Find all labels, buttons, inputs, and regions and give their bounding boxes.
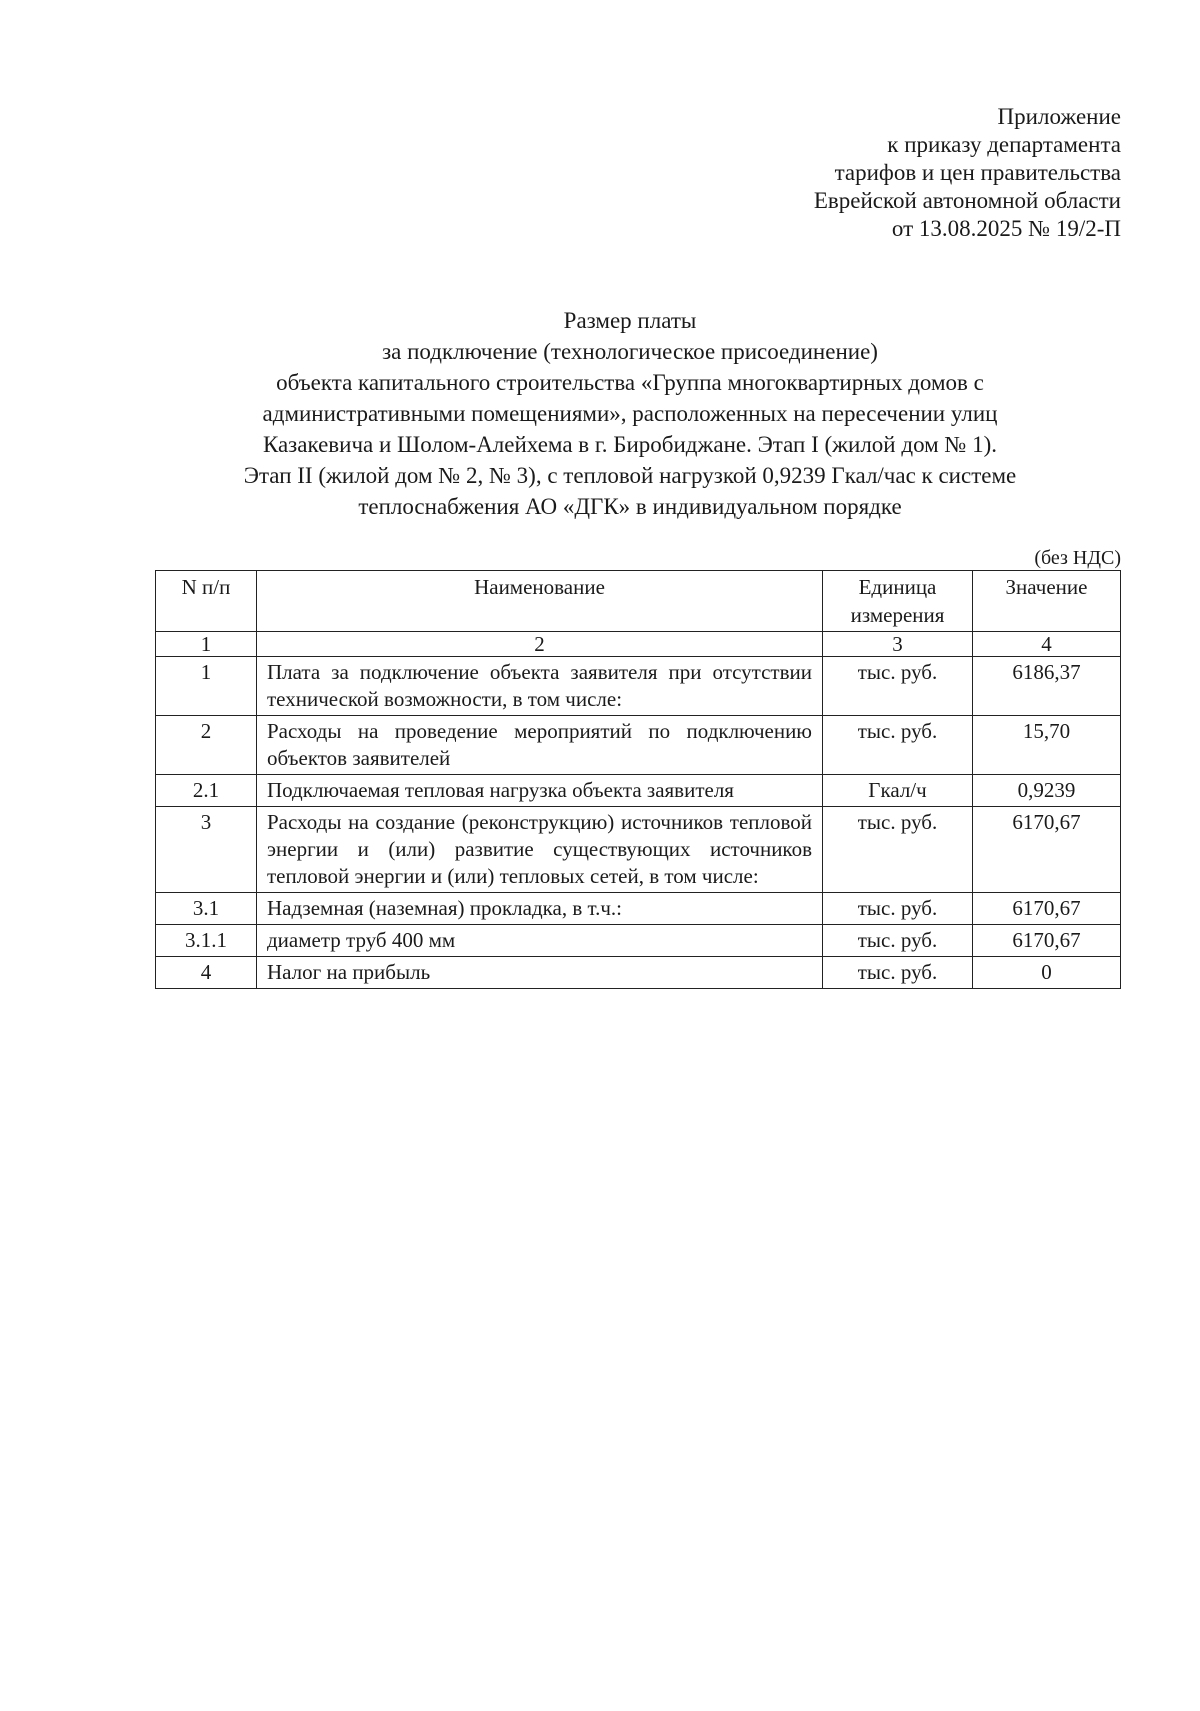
row-name: Налог на прибыль bbox=[257, 957, 823, 989]
row-value: 15,70 bbox=[973, 716, 1121, 775]
header-unit: Единица измерения bbox=[823, 571, 973, 632]
header-name: Наименование bbox=[257, 571, 823, 632]
row-unit: тыс. руб. bbox=[823, 957, 973, 989]
row-unit: Гкал/ч bbox=[823, 775, 973, 807]
header-num: N п/п bbox=[156, 571, 257, 632]
column-number: 1 bbox=[156, 632, 257, 657]
fee-table bbox=[155, 570, 1121, 989]
title-line: административными помещениями», расположенных на пересечении улиц bbox=[262, 401, 998, 426]
row-unit: тыс. руб. bbox=[823, 893, 973, 925]
appendix-line: Приложение bbox=[997, 104, 1121, 129]
column-number: 3 bbox=[823, 632, 973, 657]
row-name: Подключаемая тепловая нагрузка объекта заявителя bbox=[257, 775, 823, 807]
title-line: Размер платы bbox=[563, 308, 697, 333]
title-line: Казакевича и Шолом-Алейхема в г. Биробиджане. Этап I (жилой дом № 1). bbox=[262, 432, 998, 457]
table-row bbox=[156, 775, 1121, 807]
title-line: объекта капитального строительства «Группа многоквартирных домов с bbox=[276, 370, 984, 395]
row-value: 6170,67 bbox=[973, 893, 1121, 925]
row-num: 3 bbox=[156, 807, 257, 893]
row-num: 3.1.1 bbox=[156, 925, 257, 957]
row-num: 2.1 bbox=[156, 775, 257, 807]
table-row bbox=[156, 657, 1121, 716]
row-unit: тыс. руб. bbox=[823, 925, 973, 957]
title-line: теплоснабжения АО «ДГК» в индивидуальном порядке bbox=[358, 494, 902, 519]
row-value: 0,9239 bbox=[973, 775, 1121, 807]
row-name: Расходы на создание (реконструкцию) источников тепловой энергии и (или) развитие существующих источников тепловой энергии и (или) тепловых сетей, в том числе: bbox=[257, 807, 823, 893]
table-row bbox=[156, 807, 1121, 893]
appendix-header bbox=[814, 103, 1121, 243]
row-value: 6170,67 bbox=[973, 807, 1121, 893]
table-row bbox=[156, 925, 1121, 957]
row-value: 6186,37 bbox=[973, 657, 1121, 716]
column-number: 2 bbox=[257, 632, 823, 657]
row-num: 1 bbox=[156, 657, 257, 716]
row-name: Надземная (наземная) прокладка, в т.ч.: bbox=[257, 893, 823, 925]
column-number: 4 bbox=[973, 632, 1121, 657]
document-title bbox=[150, 305, 1110, 522]
appendix-line: к приказу департамента bbox=[887, 132, 1121, 157]
row-value: 0 bbox=[973, 957, 1121, 989]
row-num: 2 bbox=[156, 716, 257, 775]
row-unit: тыс. руб. bbox=[823, 657, 973, 716]
appendix-line: тарифов и цен правительства bbox=[834, 160, 1121, 185]
table-row bbox=[156, 893, 1121, 925]
table-header-row bbox=[156, 571, 1121, 632]
row-name: диаметр труб 400 мм bbox=[257, 925, 823, 957]
header-value: Значение bbox=[973, 571, 1121, 632]
row-num: 3.1 bbox=[156, 893, 257, 925]
row-name: Расходы на проведение мероприятий по подключению объектов заявителей bbox=[257, 716, 823, 775]
appendix-line: от 13.08.2025 № 19/2-П bbox=[891, 216, 1121, 241]
column-number-row bbox=[156, 632, 1121, 657]
row-value: 6170,67 bbox=[973, 925, 1121, 957]
table-row bbox=[156, 957, 1121, 989]
title-line: Этап II (жилой дом № 2, № 3), с тепловой нагрузкой 0,9239 Гкал/час к системе bbox=[243, 463, 1017, 488]
table-row bbox=[156, 716, 1121, 775]
row-name: Плата за подключение объекта заявителя при отсутствии технической возможности, в том числе: bbox=[257, 657, 823, 716]
row-num: 4 bbox=[156, 957, 257, 989]
row-unit: тыс. руб. bbox=[823, 716, 973, 775]
appendix-line: Еврейской автономной области bbox=[813, 188, 1121, 213]
row-unit: тыс. руб. bbox=[823, 807, 973, 893]
title-line: за подключение (технологическое присоединение) bbox=[382, 339, 878, 364]
vat-note: (без НДС) bbox=[1034, 547, 1121, 569]
